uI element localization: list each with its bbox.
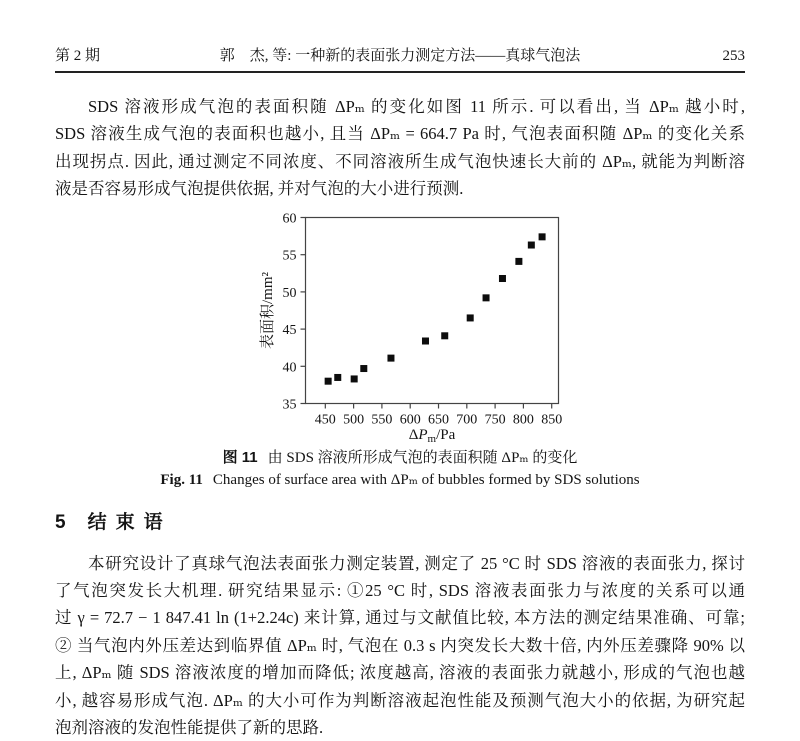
- paragraph-line: 过 γ = 72.7 − 1 847.41 ln (1+2.24c) 来计算, 通过与文献值比较, 本方法的测定结果准确、可靠;: [55, 608, 745, 628]
- data-point: [325, 377, 332, 384]
- y-tick-label: 35: [282, 397, 297, 413]
- y-tick-label: 60: [282, 211, 297, 227]
- data-point: [528, 241, 535, 248]
- page-number: 253: [722, 48, 745, 64]
- data-point: [539, 233, 546, 240]
- x-tick-label: 650: [428, 412, 450, 428]
- y-tick-label: 55: [282, 248, 297, 264]
- x-axis-label: $\Delta P_m/Pa$: [408, 426, 456, 442]
- x-tick-label: 550: [371, 412, 393, 428]
- running-title: 郭 杰, 等: 一种新的表面张力测定方法——真球气泡法: [219, 48, 581, 64]
- issue-label: 第 2 期: [55, 48, 101, 64]
- y-tick-label: 50: [282, 285, 297, 301]
- paragraph-line: 出现拐点. 因此, 通过测定不同浓度、不同溶液所生成气泡快速长大前的 ΔPₘ, 就能为判断溶: [55, 151, 746, 171]
- x-tick-label: 450: [314, 412, 336, 428]
- data-point: [499, 275, 506, 282]
- data-point: [441, 332, 448, 339]
- x-tick-label: 600: [399, 412, 421, 428]
- scatter-chart: [257, 208, 587, 442]
- paragraph-conclusion: [55, 550, 745, 741]
- paragraph-line: 上, ΔPₘ 随 SDS 溶液浓度的增加而降低; 浓度越高, 溶液的表面张力就越小, 形成的气泡也越: [55, 663, 745, 683]
- x-tick-label: 850: [541, 412, 563, 428]
- paragraph-intro: [55, 93, 745, 203]
- paragraph-line: 了气泡突发长大机理. 研究结果显示: ①25 °C 时, SDS 溶液表面张力与浓度的关系可以通: [55, 581, 745, 601]
- y-tick-label: 45: [282, 322, 297, 338]
- data-point: [467, 314, 474, 321]
- data-point: [351, 375, 358, 382]
- data-point: [334, 374, 341, 381]
- paragraph-line: SDS 溶液形成气泡的表面积随 ΔPₘ 的变化如图 11 所示. 可以看出, 当 ΔPₘ 越小时,: [88, 97, 745, 116]
- x-tick-label: 750: [484, 412, 506, 428]
- paragraph-line: 泡剂溶液的发泡性能提供了新的思路.: [55, 718, 324, 738]
- section-title: 结束语: [87, 511, 172, 533]
- data-point: [360, 365, 367, 372]
- paragraph-line: 本研究设计了真球气泡法表面张力测定装置, 测定了 25 °C 时 SDS 溶液的表面张力, 探讨: [88, 553, 745, 573]
- paragraph-line: 液是否容易形成气泡提供依据, 并对气泡的大小进行预测.: [55, 179, 464, 199]
- y-axis-label: 表面积/mm²: [260, 271, 276, 349]
- y-tick-label: 40: [282, 359, 297, 375]
- running-header: [55, 44, 745, 73]
- data-point: [387, 354, 394, 361]
- paragraph-line: ② 当气泡内外压差达到临界值 ΔPₘ 时, 气泡在 0.3 s 内突发长大数十倍, 内外压差骤降 90% 以: [55, 635, 745, 655]
- plot-frame: [306, 217, 559, 403]
- data-point: [422, 337, 429, 344]
- x-tick-label: 700: [456, 412, 478, 428]
- paragraph-line: SDS 溶液生成气泡的表面积也越小, 且当 ΔPₘ = 664.7 Pa 时, 气泡表面积随 ΔPₘ 的变化关系: [55, 124, 745, 144]
- figure-caption-en-text: Changes of surface area with ΔPₘ of bubbles formed by SDS solutions: [212, 471, 640, 488]
- paragraph-line: 小, 越容易形成气泡. ΔPₘ 的大小可作为判断溶液起泡性能及预测气泡大小的依据, 为研究起: [55, 690, 745, 710]
- figure-caption-zh: [55, 447, 745, 469]
- figure-caption-zh-label: 图 11: [222, 448, 258, 466]
- figure-caption-en-label: Fig. 11: [160, 471, 203, 488]
- data-point: [483, 294, 490, 301]
- figure-11: [55, 208, 745, 491]
- section-heading: [55, 507, 745, 534]
- figure-caption-zh-text: 由 SDS 溶液所形成气泡的表面积随 ΔPₘ 的变化: [267, 449, 578, 466]
- x-tick-label: 500: [343, 412, 365, 428]
- figure-caption-en: [55, 469, 745, 491]
- section-number: 5: [55, 511, 66, 533]
- x-tick-label: 800: [512, 412, 534, 428]
- data-point: [515, 258, 522, 265]
